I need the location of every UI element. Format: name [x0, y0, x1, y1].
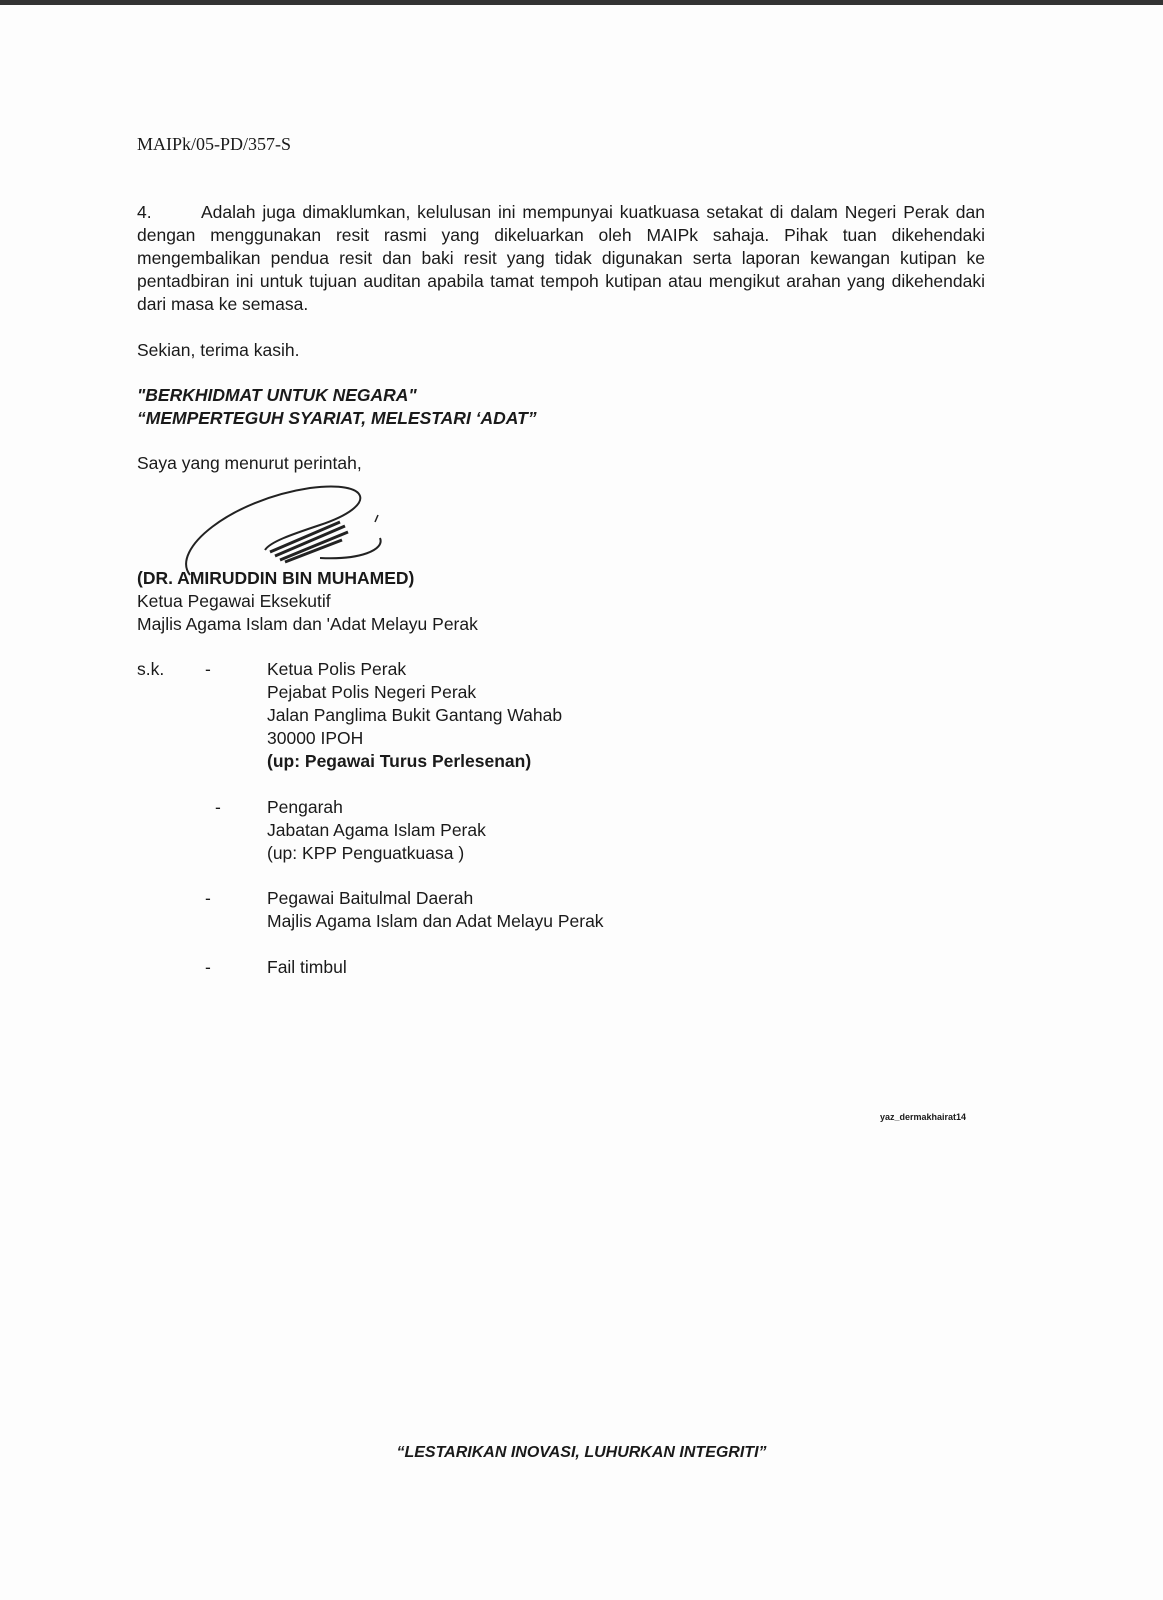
salutation: Saya yang menurut perintah,	[137, 453, 362, 473]
closing: Sekian, terima kasih.	[137, 340, 300, 360]
cc-line: Pengarah	[267, 797, 343, 817]
signatory-title: Ketua Pegawai Eksekutif	[137, 591, 331, 611]
scan-edge	[0, 0, 1163, 5]
reference-number: MAIPk/05-PD/357-S	[137, 134, 292, 154]
file-tag: yaz_dermakhairat14	[880, 1112, 967, 1122]
motto-2: “MEMPERTEGUH SYARIAT, MELESTARI ‘ADAT”	[137, 408, 537, 428]
cc-line: Jalan Panglima Bukit Gantang Wahab	[267, 705, 563, 725]
cc-line: Pejabat Polis Negeri Perak	[267, 682, 477, 702]
cc-line: 30000 IPOH	[267, 728, 364, 748]
cc-dash: -	[205, 957, 211, 977]
paragraph-number: 4.	[137, 202, 152, 222]
signatory-name: (DR. AMIRUDDIN BIN MUHAMED)	[137, 568, 415, 588]
paragraph-4	[137, 201, 985, 316]
cc-line: Jabatan Agama Islam Perak	[267, 820, 486, 840]
cc-line: Fail timbul	[267, 957, 347, 977]
paragraph-text: Adalah juga dimaklumkan, kelulusan ini mempunyai kuatkuasa setakat di dalam Negeri Perak dan dengan menggunakan resit rasmi yang dikeluarkan oleh MAIPk sahaja. Pihak tuan dikehendaki mengembalikan pendua resit dan baki resit yang tidak digunakan serta laporan kewangan kutipan ke pentadbiran ini untuk tujuan auditan apabila tamat tempoh kutipan atau mengikut arahan yang dikehendaki dari masa ke semasa.	[137, 202, 985, 314]
cc-dash: -	[215, 797, 221, 817]
cc-dash: -	[205, 888, 211, 908]
cc-recipient	[267, 658, 562, 773]
cc-line: Pegawai Baitulmal Daerah	[267, 888, 474, 908]
cc-recipient	[267, 956, 347, 979]
signatory-organization: Majlis Agama Islam dan 'Adat Melayu Perak	[137, 614, 478, 634]
cc-line: (up: KPP Penguatkuasa )	[267, 843, 465, 863]
cc-line: Majlis Agama Islam dan Adat Melayu Perak	[267, 911, 604, 931]
motto-1: "BERKHIDMAT UNTUK NEGARA"	[137, 385, 417, 405]
cc-attention: (up: Pegawai Turus Perlesenan)	[267, 751, 532, 771]
cc-recipient	[267, 887, 604, 933]
cc-dash: -	[205, 659, 211, 679]
cc-label: s.k.	[137, 659, 165, 679]
cc-recipient	[267, 796, 486, 865]
cc-line: Ketua Polis Perak	[267, 659, 407, 679]
footer-motto: “LESTARIKAN INOVASI, LUHURKAN INTEGRITI”	[396, 1444, 767, 1461]
